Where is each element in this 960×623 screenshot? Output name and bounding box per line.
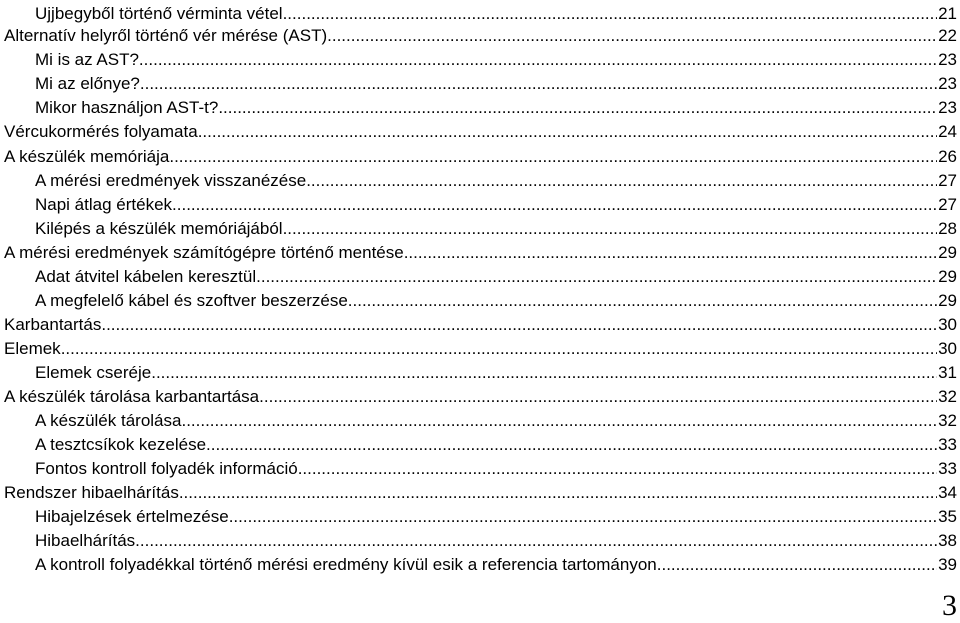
toc-entry[interactable] <box>4 311 957 335</box>
toc-entry-page: 29 <box>938 267 957 286</box>
toc-entry-title: Mi az előnye? <box>35 74 140 93</box>
toc-entry-title: Rendszer hibaelhárítás <box>4 483 179 502</box>
toc-entry[interactable] <box>35 527 957 551</box>
toc-entry-page: 34 <box>938 483 957 502</box>
toc-entry-page: 27 <box>938 195 957 214</box>
toc-dot-leader <box>181 411 937 431</box>
toc-entry-title: Vércukormérés folyamata <box>4 122 198 141</box>
toc-entry-title: Karbantartás <box>4 315 102 334</box>
toc-entry[interactable] <box>35 46 957 70</box>
toc-entry[interactable] <box>35 167 957 191</box>
toc-entry[interactable] <box>35 191 957 215</box>
toc-entry-page: 24 <box>938 122 957 141</box>
toc-entry-page: 30 <box>938 315 957 334</box>
toc-entry-page: 30 <box>938 339 957 358</box>
toc-dot-leader <box>206 435 937 455</box>
toc-entry[interactable] <box>35 94 957 118</box>
toc-dot-leader <box>259 387 937 407</box>
toc-dot-leader <box>179 483 937 503</box>
toc-entry-page: 28 <box>938 219 957 238</box>
toc-entry-page: 27 <box>938 171 957 190</box>
toc-entry-title: Mikor használjon AST-t? <box>35 98 219 117</box>
toc-entry[interactable] <box>35 0 957 24</box>
toc-entry[interactable] <box>35 70 957 94</box>
toc-dot-leader <box>218 98 937 118</box>
toc-entry-page: 26 <box>938 147 957 166</box>
toc-entry-page: 21 <box>938 4 957 23</box>
toc-entry-title: A megfelelő kábel és szoftver beszerzése <box>35 291 348 310</box>
toc-entry-title: Alternatív helyről történő vér mérése (AST) <box>4 26 328 45</box>
toc-dot-leader <box>229 507 937 527</box>
toc-entry-title: A mérési eredmények visszanézése <box>35 171 307 190</box>
toc-entry-title: Hibajelzések értelmezése <box>35 507 229 526</box>
toc-entry-page: 32 <box>938 387 957 406</box>
toc-dot-leader <box>139 50 937 70</box>
toc-entry-page: 35 <box>938 507 957 526</box>
toc-entry[interactable] <box>35 431 957 455</box>
toc-entry-title: A készülék tárolása <box>35 411 182 430</box>
toc-entry[interactable] <box>4 143 957 167</box>
toc-entry-title: Hibaelhárítás <box>35 531 136 550</box>
toc-entry-page: 32 <box>938 411 957 430</box>
toc-entry[interactable] <box>4 118 957 142</box>
toc-dot-leader <box>198 122 937 142</box>
toc-dot-leader <box>657 555 937 575</box>
toc-entry[interactable] <box>35 359 957 383</box>
toc-dot-leader <box>61 339 937 359</box>
toc-dot-leader <box>172 195 937 215</box>
toc-dot-leader <box>327 26 937 46</box>
toc-dot-leader <box>283 219 938 239</box>
toc-entry-title: A készülék memóriája <box>4 147 170 166</box>
toc-entry-page: 31 <box>938 363 957 382</box>
toc-entry-title: A tesztcsíkok kezelése <box>35 435 207 454</box>
toc-dot-leader <box>169 147 937 167</box>
toc-entry-page: 23 <box>938 74 957 93</box>
toc-dot-leader <box>151 363 937 383</box>
toc-entry[interactable] <box>35 215 957 239</box>
toc-entry-title: Mi is az AST? <box>35 50 139 69</box>
toc-entry[interactable] <box>4 383 957 407</box>
toc-entry-title: Adat átvitel kábelen keresztül <box>35 267 257 286</box>
toc-entry-page: 39 <box>938 555 957 574</box>
toc-entry-title: Elemek <box>4 339 61 358</box>
toc-dot-leader <box>283 4 938 24</box>
toc-dot-leader <box>135 531 937 551</box>
toc-entry-page: 23 <box>938 50 957 69</box>
toc-entry[interactable] <box>35 287 957 311</box>
toc-entry-title: Fontos kontroll folyadék információ <box>35 459 298 478</box>
toc-entry[interactable] <box>4 335 957 359</box>
toc-entry-title: A mérési eredmények számítógépre történő mentése <box>4 243 404 262</box>
toc-entry-page: 29 <box>938 291 957 310</box>
toc-entry-title: Napi átlag értékek <box>35 195 173 214</box>
toc-entry[interactable] <box>35 407 957 431</box>
toc-entry[interactable] <box>35 551 957 575</box>
toc-entry-title: A készülék tárolása karbantartása <box>4 387 260 406</box>
toc-entry[interactable] <box>4 239 957 263</box>
toc-entry[interactable] <box>35 263 957 287</box>
toc-entry-page: 22 <box>938 26 957 45</box>
toc-dot-leader <box>348 291 937 311</box>
toc-entry-page: 29 <box>938 243 957 262</box>
toc-dot-leader <box>101 315 937 335</box>
toc-entry-page: 33 <box>938 435 957 454</box>
toc-entry-page: 33 <box>938 459 957 478</box>
toc-dot-leader <box>140 74 937 94</box>
toc-entry-title: Ujjbegyből történő vérminta vétel <box>35 4 283 23</box>
toc-dot-leader <box>306 171 937 191</box>
page-number: 3 <box>942 589 957 622</box>
toc-entry[interactable] <box>4 22 957 46</box>
toc-entry-title: A kontroll folyadékkal történő mérési eredmény kívül esik a referencia tartományon <box>35 555 657 574</box>
toc-entry-title: Kilépés a készülék memóriájából <box>35 219 283 238</box>
toc-dot-leader <box>298 459 937 479</box>
toc-entry-page: 23 <box>938 98 957 117</box>
toc-dot-leader <box>404 243 937 263</box>
toc-entry[interactable] <box>35 503 957 527</box>
toc-entry-title: Elemek cseréje <box>35 363 152 382</box>
toc-dot-leader <box>256 267 937 287</box>
toc-entry-page: 38 <box>938 531 957 550</box>
toc-entry[interactable] <box>35 455 957 479</box>
toc-entry[interactable] <box>4 479 957 503</box>
